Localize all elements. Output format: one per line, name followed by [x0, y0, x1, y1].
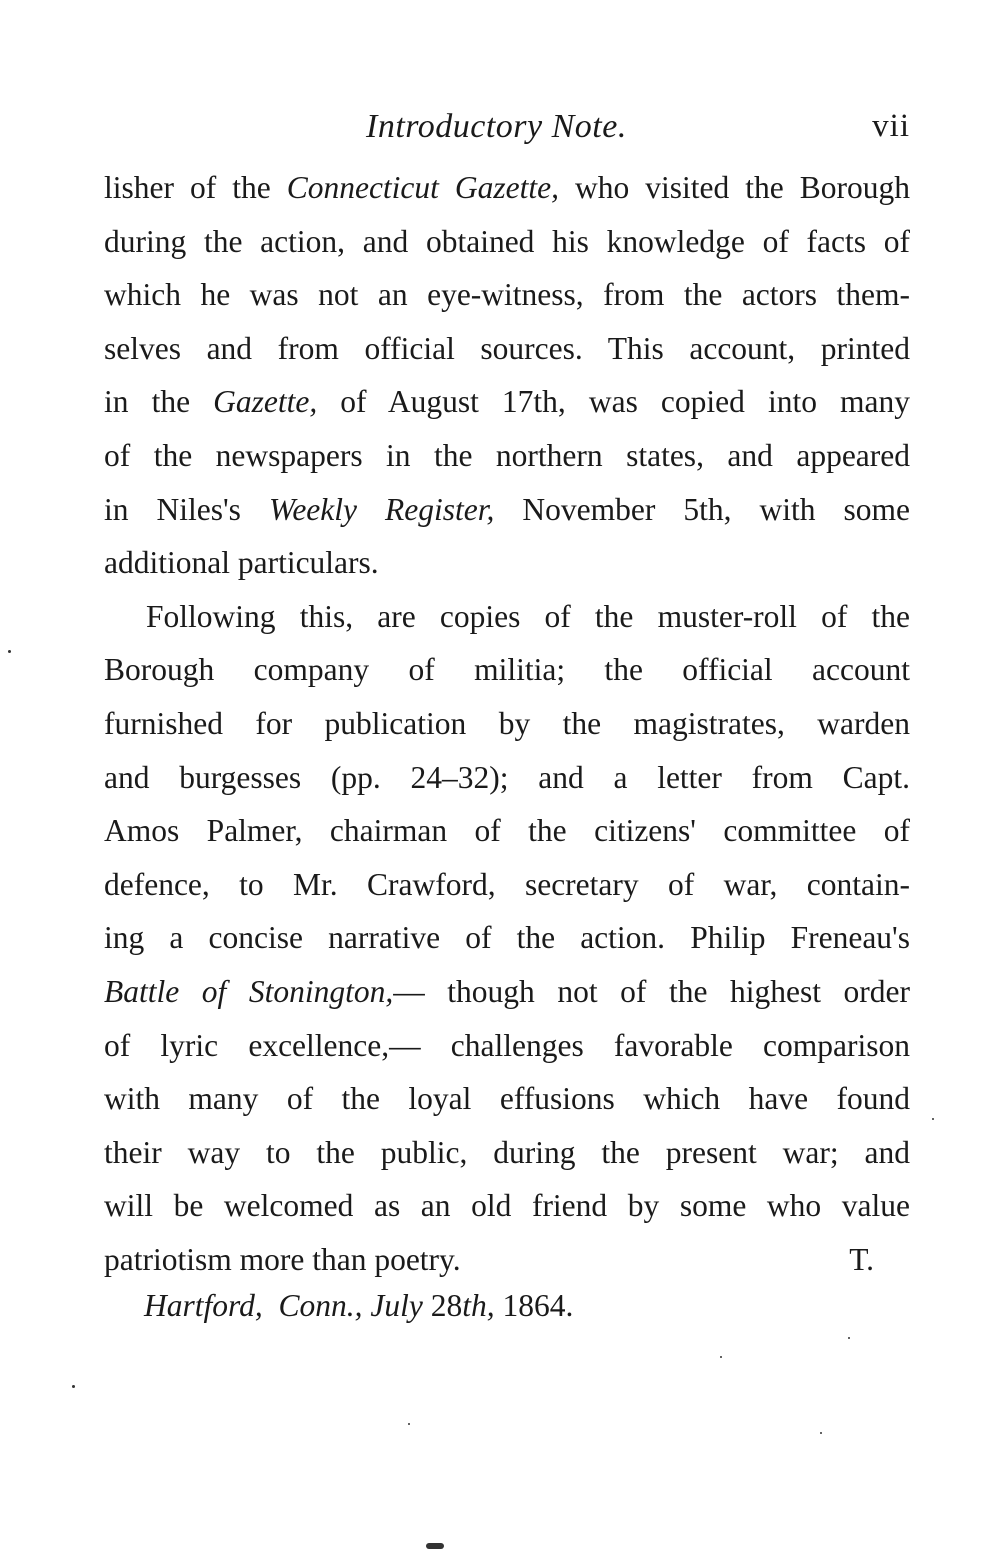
text-line: and burgesses (pp. 24–32); and a letter from Capt. — [104, 759, 910, 795]
dateline-place: Hartford, — [144, 1288, 263, 1323]
text-line — [104, 1233, 910, 1287]
text-line: which he was not an eye-witness, from the actors them- — [104, 277, 910, 313]
scan-speck — [8, 650, 11, 653]
text-line: during the action, and obtained his knowledge of facts of — [104, 223, 910, 259]
text-line — [104, 161, 910, 215]
text-line: Following this, are copies of the muster-roll of the — [146, 598, 910, 634]
text-line: furnished for publication by the magistrates, warden — [104, 705, 910, 741]
dateline-state: Conn., — [278, 1288, 363, 1323]
text-line: defence, to Mr. Crawford, secretary of war, contain- — [104, 866, 910, 902]
text-span: — though not of the highest order — [393, 973, 910, 1009]
scan-speck — [820, 1432, 822, 1434]
italic-title: Weekly Register, — [268, 491, 495, 527]
text-span: lisher of the — [104, 170, 287, 205]
text-span: in the — [104, 384, 214, 420]
scan-speck — [72, 1385, 75, 1388]
text-span: in Niles's — [104, 491, 269, 527]
scan-speck — [408, 1423, 410, 1425]
text-line: will be welcomed as an old friend by some who value — [104, 1188, 910, 1224]
scan-speck — [932, 1118, 934, 1120]
text-line: their way to the public, during the present war; and — [104, 1134, 910, 1170]
text-span: who visited the Borough — [559, 170, 910, 205]
text-line: with many of the loyal effusions which have found — [104, 1081, 910, 1117]
text-line: Amos Palmer, chairman of the citizens' committee of — [104, 813, 910, 849]
signature-initial: T. — [849, 1241, 874, 1277]
italic-title: Gazette, — [213, 384, 318, 420]
text-line: of lyric excellence,— challenges favorable comparison — [104, 1027, 910, 1063]
text-line: ing a concise narrative of the action. Philip Freneau's — [104, 920, 910, 956]
text-line: of the newspapers in the northern states, and appeared — [104, 437, 910, 473]
scan-speck — [720, 1356, 722, 1358]
text-line: selves and from official sources. This account, printed — [104, 330, 910, 366]
dateline-month: July — [370, 1288, 423, 1323]
text-line — [104, 965, 910, 1019]
body-text — [104, 161, 910, 1286]
italic-title: Battle of Stonington, — [104, 973, 394, 1009]
dateline — [144, 1288, 573, 1324]
text-line — [104, 483, 910, 537]
dateline-day-suffix: th, — [462, 1288, 495, 1323]
dateline-day: 28 — [430, 1288, 463, 1323]
running-title: Introductory Note. — [366, 108, 627, 145]
italic-title: Connecticut Gazette, — [286, 170, 560, 205]
page-header — [104, 108, 910, 158]
page-number: vii — [872, 108, 910, 144]
scan-speck — [426, 1543, 444, 1549]
text-span: November 5th, with some — [494, 491, 911, 527]
dateline-year: 1864. — [502, 1288, 574, 1323]
text-span: of August 17th, was copied into many — [317, 384, 910, 420]
scan-speck — [848, 1337, 850, 1339]
text-line: Borough company of militia; the official account — [104, 652, 910, 688]
text-span: patriotism more than poetry. — [104, 1241, 461, 1277]
text-line: additional particulars. — [104, 545, 379, 581]
text-line — [104, 375, 910, 429]
